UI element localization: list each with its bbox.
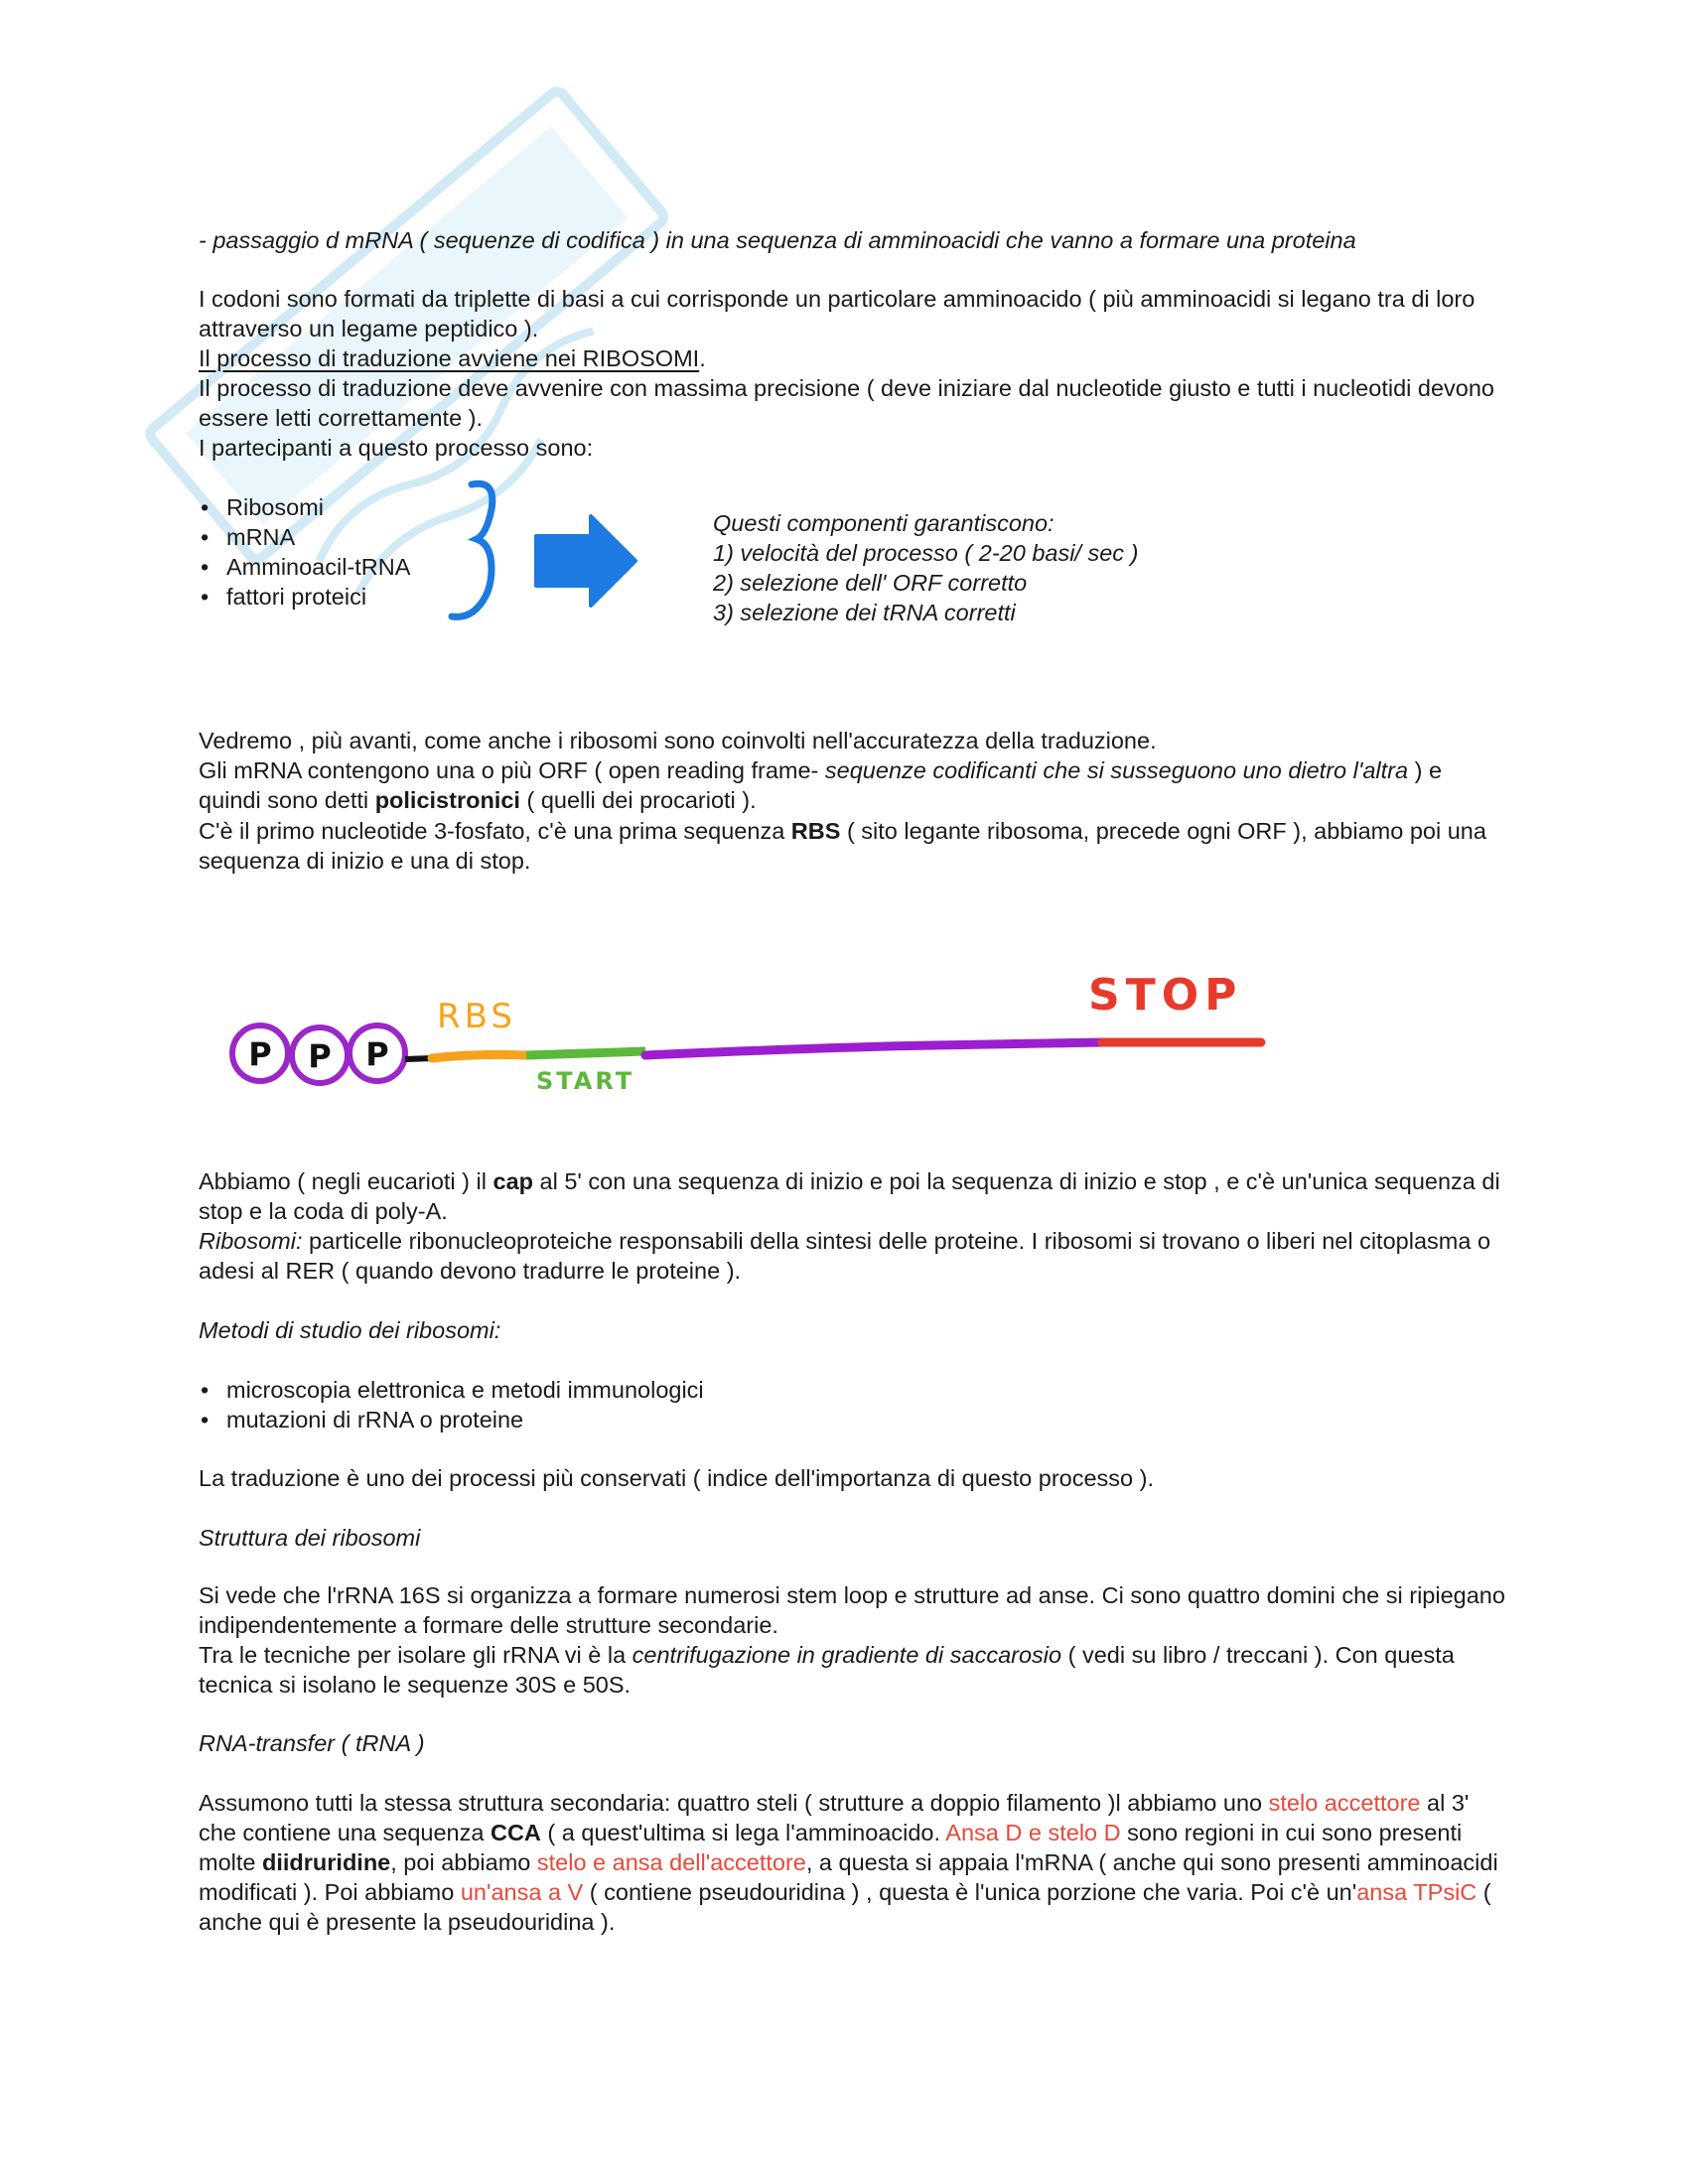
paragraph-codoni: I codoni sono formati da triplette di basi a cui corrisponde un particolare amminoacido ( più amminoacidi si legano tra di loro attraverso un legame peptidico ).: [199, 286, 1476, 341]
paragraph-precisione: Il processo di traduzione deve avvenire con massima precisione ( deve iniziare dal nucleotide giusto e tutti i nucleotidi devono essere letti correttamente ).: [199, 375, 1494, 431]
struttura-title: Struttura dei ribosomi: [199, 1525, 421, 1551]
metodi-list: [199, 1375, 704, 1434]
phosphate-label: P: [365, 1035, 389, 1073]
participants-list: [199, 492, 410, 612]
guarantee-item: 1) velocità del processo ( 2-20 basi/ sec ): [713, 540, 1139, 566]
right-arrow-icon: [536, 516, 635, 606]
paragraph-vedremo: Vedremo , più avanti, come anche i ribosomi sono coinvolti nell'accuratezza della traduzione.: [199, 728, 1157, 753]
phosphate-label: P: [248, 1035, 272, 1073]
list-item: • mutazioni di rRNA o proteine: [199, 1405, 704, 1434]
list-item: • Ribosomi: [199, 492, 410, 522]
mrna-body-segment: [645, 1042, 1102, 1055]
trna-title: RNA-transfer ( tRNA ): [199, 1730, 425, 1756]
list-item: • fattori proteici: [199, 582, 410, 612]
paragraph-rbs: C'è il primo nucleotide 3-fosfato, c'è una prima sequenza RBS ( sito legante ribosoma, precede ogni ORF ), abbiamo poi una sequenza di inizio e una di stop.: [199, 818, 1486, 874]
paragraph-processo: Il processo di traduzione avviene nei RIBOSOMI.: [199, 345, 706, 371]
metodi-title: Metodi di studio dei ribosomi:: [199, 1317, 501, 1343]
paragraph-ribosomi: Ribosomi: particelle ribonucleoproteiche responsabili della sintesi delle proteine. I ribosomi si trovano o liberi nel citoplasma o adesi al RER ( quando devono tradurre le proteine ).: [199, 1228, 1491, 1284]
list-item: • Amminoacil-tRNA: [199, 552, 410, 582]
paragraph-tecniche: Tra le tecniche per isolare gli rRNA vi è la centrifugazione in gradiente di saccarosio ( vedi su libro / treccani ). Con questa tecnica si isolano le sequenze 30S e 50S.: [199, 1642, 1455, 1698]
guarantee-title: Questi componenti garantiscono:: [713, 510, 1055, 536]
curly-brace-icon: [452, 483, 492, 616]
stop-label: STOP: [1088, 970, 1243, 1021]
rbs-label: RBS: [437, 997, 516, 1036]
paragraph-orf: Gli mRNA contengono una o più ORF ( open reading frame- sequenze codificanti che si susseguono uno dietro l'altra ) e quindi sono detti policistronici ( quelli dei procarioti ).: [199, 757, 1443, 813]
phosphate-label: P: [308, 1037, 332, 1075]
guarantee-item: 3) selezione dei tRNA corretti: [713, 600, 1016, 625]
underlined-ribosomi-sentence: Il processo di traduzione avviene nei RIBOSOMI: [199, 345, 700, 371]
guarantee-item: 2) selezione dell' ORF corretto: [713, 570, 1028, 596]
paragraph-16s: Si vede che l'rRNA 16S si organizza a formare numerosi stem loop e strutture ad anse. Ci sono quattro domini che si ripiegano indipendentemente a formare delle strutture secondarie.: [199, 1582, 1505, 1638]
intro-line: - passaggio d mRNA ( sequenze di codifica ) in una sequenza di amminoacidi che vanno a formare una proteina: [199, 227, 1356, 253]
rbs-segment: [432, 1054, 526, 1058]
paragraph-eucarioti: Abbiamo ( negli eucarioti ) il cap al 5' con una sequenza di inizio e poi la sequenza di inizio e stop , e c'è un'unica sequenza di stop e la coda di poly-A.: [199, 1168, 1500, 1224]
mrna-diagram: [228, 968, 1281, 1102]
list-item: • mRNA: [199, 522, 410, 552]
start-segment: [526, 1051, 645, 1055]
start-label: START: [536, 1067, 635, 1095]
guarantee-block: [713, 508, 1408, 627]
paragraph-conservati: La traduzione è uno dei processi più conservati ( indice dell'importanza di questo processo ).: [199, 1465, 1154, 1491]
list-item: • microscopia elettronica e metodi immunologici: [199, 1375, 704, 1405]
paragraph-partecipanti: I partecipanti a questo processo sono:: [199, 435, 594, 461]
paragraph-trna: Assumono tutti la stessa struttura secondaria: quattro steli ( strutture a doppio filamento )l abbiamo uno stelo accettore al 3' che contiene una sequenza CCA ( a quest'ultima si lega l'amminoacido. Ansa D e stelo D sono regioni in cui sono presenti molte diidruridine, poi abbiamo stelo e ansa dell'accettore, a questa si appaia l'mRNA ( anche qui sono presenti amminoacidi modificati ). Poi abbiamo un'ansa a V ( contiene pseudouridina ) , questa è l'unica porzione che varia. Poi c'è un'ansa TPsiC ( anche qui è presente la pseudouridina ).: [199, 1790, 1498, 1935]
brace-arrow-drawing: [427, 477, 665, 645]
